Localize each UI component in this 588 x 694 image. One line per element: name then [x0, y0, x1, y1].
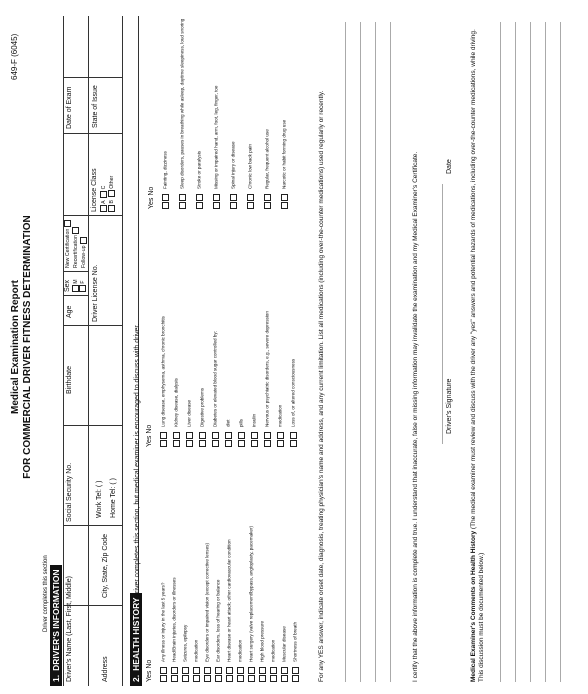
- date-label: Date: [446, 159, 453, 174]
- health-item-label: Lung disease, emphysema, asthma, chronic bronchitis: [160, 316, 166, 427]
- sex-f-label: F: [79, 280, 86, 284]
- health-item-label: medication: [277, 404, 283, 427]
- yes-no-checkboxes: [160, 666, 167, 682]
- health-item-row: [160, 217, 167, 447]
- health-item-label: Liver disease: [186, 399, 192, 427]
- health-no-checkbox[interactable]: [225, 432, 232, 439]
- health-yes-checkbox[interactable]: [238, 440, 245, 447]
- comments-section: [470, 22, 486, 682]
- health-item-label: medication: [237, 639, 243, 662]
- col2-yes-no-header: Yes No: [146, 424, 153, 447]
- sex-m-label: M: [72, 279, 79, 284]
- health-no-checkbox[interactable]: [193, 667, 200, 674]
- health-no-checkbox[interactable]: [248, 667, 255, 674]
- cert-new-checkbox[interactable]: [64, 220, 71, 227]
- health-item-row: [281, 19, 288, 209]
- health-item-row: [162, 19, 169, 209]
- yes-no-checkboxes: [237, 666, 244, 682]
- certify-statement: I certify that the above information is complete and true. I understand that inaccurate, false or missing information may invalidate the examination and my Medical Examiner's Certificate.: [412, 151, 419, 682]
- cert-recert-label: Recertification: [72, 235, 79, 268]
- health-no-checkbox[interactable]: [247, 194, 254, 201]
- cert-new-label: New Certification: [64, 228, 71, 268]
- health-item-row: [230, 19, 237, 209]
- health-yes-checkbox[interactable]: [281, 202, 288, 209]
- health-no-checkbox[interactable]: [182, 667, 189, 674]
- health-yes-checkbox[interactable]: [204, 675, 211, 682]
- cert-follow-label: Follow-up: [80, 245, 87, 268]
- health-no-checkbox[interactable]: [215, 667, 222, 674]
- health-no-checkbox[interactable]: [264, 432, 271, 439]
- health-yes-checkbox[interactable]: [212, 440, 219, 447]
- health-yes-checkbox[interactable]: [193, 675, 200, 682]
- health-no-checkbox[interactable]: [171, 667, 178, 674]
- license-class-label: License Class: [91, 168, 98, 212]
- health-yes-checkbox[interactable]: [277, 440, 284, 447]
- class-c-label: C: [100, 185, 107, 190]
- yes-no-checkboxes: [264, 193, 271, 209]
- health-no-checkbox[interactable]: [277, 432, 284, 439]
- form-id: 649-F (6045): [10, 33, 19, 80]
- health-item-row: [251, 217, 258, 447]
- class-a-checkbox[interactable]: [100, 205, 107, 212]
- sex-label: Sex: [64, 279, 71, 292]
- health-item-row: [281, 452, 288, 682]
- comments-body: (The medical examiner must review and discuss with the driver any "yes" answers and potential hazards of medications, including over-the-counter medications, while driving. This discussion must be documented below.): [470, 29, 485, 682]
- yes-no-checkboxes: [259, 666, 266, 682]
- health-item-label: Heart disease or heart attack; other cardiovascular condition: [226, 539, 232, 662]
- class-b-checkbox[interactable]: [108, 205, 115, 212]
- section2-number: 2.: [131, 674, 141, 682]
- sex-m-checkbox[interactable]: [72, 285, 79, 292]
- health-item-row: [213, 19, 220, 209]
- health-item-row: [179, 19, 186, 209]
- health-item-row: [196, 19, 203, 209]
- yes-no-checkboxes: [204, 666, 211, 682]
- health-item-row: [173, 217, 180, 447]
- health-item-row: [199, 217, 206, 447]
- health-item-row: [264, 217, 271, 447]
- driver-signature-label: Driver's Signature: [446, 378, 453, 434]
- health-yes-checkbox[interactable]: [292, 675, 299, 682]
- license-class-options: [100, 176, 116, 212]
- explain-instructions: For any YES answer, indicate onset date, diagnosis, treating physician's name and address, and any current limitation. List all medications (including over-the-counter medications) used regularly or recently.: [318, 90, 325, 682]
- health-no-checkbox[interactable]: [292, 667, 299, 674]
- health-yes-checkbox[interactable]: [237, 675, 244, 682]
- health-no-checkbox[interactable]: [160, 432, 167, 439]
- section2-intro: Driver completes this section, but medical examiner is encouraged to discuss with driver.: [134, 323, 141, 598]
- health-yes-checkbox[interactable]: [186, 440, 193, 447]
- yes-no-checkboxes: [199, 431, 206, 447]
- col1-yes-no-header: Yes No: [146, 659, 153, 682]
- health-no-checkbox[interactable]: [186, 432, 193, 439]
- health-no-checkbox[interactable]: [196, 194, 203, 201]
- health-item-label: pills: [238, 419, 244, 427]
- health-no-checkbox[interactable]: [226, 667, 233, 674]
- health-item-row: [237, 452, 244, 682]
- health-item-row: [212, 217, 219, 447]
- section1-title: DRIVER'S INFORMATION: [51, 569, 61, 671]
- health-item-label: medication: [270, 639, 276, 662]
- health-no-checkbox[interactable]: [160, 667, 167, 674]
- health-item-row: [160, 452, 167, 682]
- health-item-row: [247, 19, 254, 209]
- health-item-label: Regular, frequent alcohol use: [264, 129, 270, 189]
- class-a-label: A: [100, 200, 107, 204]
- health-item-row: [238, 217, 245, 447]
- home-tel-label: Home Tel: ( ): [110, 478, 117, 518]
- health-item-row: [264, 19, 271, 209]
- age-label: Age: [66, 305, 73, 318]
- health-yes-checkbox[interactable]: [199, 440, 206, 447]
- yes-no-checkboxes: [247, 193, 254, 209]
- health-yes-checkbox[interactable]: [264, 440, 271, 447]
- birthdate-label: Birthdate: [66, 365, 73, 394]
- health-no-checkbox[interactable]: [270, 667, 277, 674]
- health-item-row: [182, 452, 189, 682]
- yes-no-checkboxes: [230, 193, 237, 209]
- yes-no-checkboxes: [281, 193, 288, 209]
- health-no-checkbox[interactable]: [212, 432, 219, 439]
- health-item-row: [226, 452, 233, 682]
- health-item-label: Narcotic or habit forming drug use: [281, 119, 287, 189]
- health-no-checkbox[interactable]: [204, 667, 211, 674]
- yes-no-checkboxes: [213, 193, 220, 209]
- health-item-label: Nervous or psychiatric disorders, e.g., severe depression: [264, 311, 270, 427]
- yes-no-checkboxes: [182, 666, 189, 682]
- yes-no-checkboxes: [270, 666, 277, 682]
- health-yes-checkbox[interactable]: [281, 675, 288, 682]
- health-item-label: Seizures, epilepsy: [182, 624, 188, 662]
- health-yes-checkbox[interactable]: [290, 440, 297, 447]
- health-item-label: medication: [193, 639, 199, 662]
- yes-no-checkboxes: [186, 431, 193, 447]
- health-item-label: Shortness of breath: [292, 621, 298, 662]
- health-yes-checkbox[interactable]: [251, 440, 258, 447]
- ssn-label: Social Security No.: [66, 462, 73, 522]
- health-item-label: Loss of, or altered consciousness: [290, 358, 296, 427]
- city-label: City, State, Zip Code: [102, 533, 109, 598]
- health-yes-checkbox[interactable]: [160, 675, 167, 682]
- section2-heading: [130, 593, 142, 686]
- health-yes-checkbox[interactable]: [247, 202, 254, 209]
- section1-heading: [50, 565, 62, 686]
- yes-no-checkboxes: [292, 666, 299, 682]
- cert-follow-checkbox[interactable]: [80, 237, 87, 244]
- health-item-row: [259, 452, 266, 682]
- health-yes-checkbox[interactable]: [160, 440, 167, 447]
- health-no-checkbox[interactable]: [230, 194, 237, 201]
- health-item-row: [248, 452, 255, 682]
- health-yes-checkbox[interactable]: [171, 675, 178, 682]
- health-yes-checkbox[interactable]: [264, 202, 271, 209]
- yes-no-checkboxes: [238, 431, 245, 447]
- health-item-row: [215, 452, 222, 682]
- health-item-row: [270, 452, 277, 682]
- health-item-row: [204, 452, 211, 682]
- health-item-row: [292, 452, 299, 682]
- yes-no-checkboxes: [277, 431, 284, 447]
- health-yes-checkbox[interactable]: [230, 202, 237, 209]
- yes-no-checkboxes: [193, 666, 200, 682]
- health-yes-checkbox[interactable]: [225, 440, 232, 447]
- health-item-label: Stroke or paralysis: [196, 150, 202, 189]
- health-yes-checkbox[interactable]: [226, 675, 233, 682]
- page-title: Medical Examination Report: [10, 280, 21, 414]
- health-yes-checkbox[interactable]: [173, 440, 180, 447]
- health-no-checkbox[interactable]: [290, 432, 297, 439]
- health-item-label: Missing or impaired hand, arm, foot, leg, finger, toe: [213, 85, 219, 189]
- health-no-checkbox[interactable]: [179, 194, 186, 201]
- health-item-label: Sleep disorders, pauses in breathing while asleep, daytime sleepiness, loud snoring: [179, 18, 185, 189]
- work-tel-label: Work Tel: ( ): [96, 480, 103, 518]
- yes-no-checkboxes: [290, 431, 297, 447]
- driver-name-label: Driver's Name (Last, First, Middle): [66, 576, 73, 682]
- health-no-checkbox[interactable]: [213, 194, 220, 201]
- health-yes-checkbox[interactable]: [248, 675, 255, 682]
- health-no-checkbox[interactable]: [238, 432, 245, 439]
- yes-no-checkboxes: [226, 666, 233, 682]
- health-no-checkbox[interactable]: [281, 667, 288, 674]
- yes-no-checkboxes: [212, 431, 219, 447]
- cert-recert-checkbox[interactable]: [72, 227, 79, 234]
- health-item-row: [225, 217, 232, 447]
- yes-no-checkboxes: [251, 431, 258, 447]
- yes-no-checkboxes: [281, 666, 288, 682]
- health-item-label: Muscular disease: [281, 626, 287, 662]
- health-item-row: [186, 217, 193, 447]
- exam-date-label: Date of Exam: [66, 86, 73, 129]
- health-item-label: High blood pressure: [259, 620, 265, 662]
- health-item-label: Chronic low back pain: [247, 144, 253, 189]
- health-no-checkbox[interactable]: [281, 194, 288, 201]
- yes-no-checkboxes: [264, 431, 271, 447]
- health-yes-checkbox[interactable]: [179, 202, 186, 209]
- health-item-label: Eye disorders or impaired vision (except corrective lenses): [204, 543, 210, 662]
- health-yes-checkbox[interactable]: [215, 675, 222, 682]
- page-subtitle: FOR COMMERCIAL DRIVER FITNESS DETERMINATION: [22, 215, 33, 479]
- section2-title: HEALTH HISTORY: [131, 597, 141, 671]
- yes-no-checkboxes: [215, 666, 222, 682]
- yes-no-checkboxes: [162, 193, 169, 209]
- cert-type-options: [64, 213, 88, 268]
- health-item-label: insulin: [251, 413, 257, 427]
- health-item-label: Diabetes or elevated blood sugar controlled by:: [212, 330, 218, 427]
- health-item-label: Heart surgery (valve replacement/bypass, angioplasty, pacemaker): [248, 525, 254, 662]
- col3-yes-no-header: Yes No: [148, 186, 155, 209]
- address-label: Address: [102, 656, 109, 682]
- health-item-label: Head/Brain injuries, disorders or illnesses: [171, 577, 177, 662]
- health-yes-checkbox[interactable]: [259, 675, 266, 682]
- class-b-label: B: [108, 200, 115, 204]
- yes-no-checkboxes: [160, 431, 167, 447]
- section1-note: Driver completes this section: [43, 555, 49, 632]
- health-item-row: [290, 217, 297, 447]
- health-item-label: Ear disorders, loss of hearing or balance: [215, 579, 221, 662]
- health-yes-checkbox[interactable]: [196, 202, 203, 209]
- yes-no-checkboxes: [171, 666, 178, 682]
- sex-options: [72, 279, 86, 292]
- health-no-checkbox[interactable]: [162, 194, 169, 201]
- health-yes-checkbox[interactable]: [270, 675, 277, 682]
- health-item-label: Spinal injury or disease: [230, 141, 236, 189]
- health-item-label: diet: [225, 419, 231, 427]
- health-no-checkbox[interactable]: [173, 432, 180, 439]
- comments-heading: Medical Examiner's Comments on Health History: [470, 530, 477, 682]
- yes-no-checkboxes: [173, 431, 180, 447]
- health-no-checkbox[interactable]: [264, 194, 271, 201]
- health-item-label: Digestive problems: [199, 387, 205, 427]
- section1-number: 1.: [51, 674, 61, 682]
- class-other-checkbox[interactable]: [108, 190, 115, 197]
- license-no-label: Driver License No.: [92, 264, 99, 322]
- health-no-checkbox[interactable]: [199, 432, 206, 439]
- health-item-label: Kidney disease, dialysis: [173, 378, 179, 427]
- yes-no-checkboxes: [225, 431, 232, 447]
- health-item-row: [277, 217, 284, 447]
- health-yes-checkbox[interactable]: [162, 202, 169, 209]
- health-no-checkbox[interactable]: [237, 667, 244, 674]
- health-item-row: [193, 452, 200, 682]
- class-other-label: Other: [108, 175, 115, 189]
- state-issue-label: State of Issue: [92, 85, 99, 128]
- yes-no-checkboxes: [179, 193, 186, 209]
- health-item-label: Fainting, dizziness: [162, 151, 168, 189]
- class-c-checkbox[interactable]: [100, 191, 107, 198]
- yes-no-checkboxes: [248, 666, 255, 682]
- health-yes-checkbox[interactable]: [182, 675, 189, 682]
- health-item-label: Any illness or injury in the last 5 years?: [160, 582, 166, 662]
- health-no-checkbox[interactable]: [251, 432, 258, 439]
- health-no-checkbox[interactable]: [259, 667, 266, 674]
- health-item-row: [171, 452, 178, 682]
- health-yes-checkbox[interactable]: [213, 202, 220, 209]
- sex-f-checkbox[interactable]: [79, 285, 86, 292]
- yes-no-checkboxes: [196, 193, 203, 209]
